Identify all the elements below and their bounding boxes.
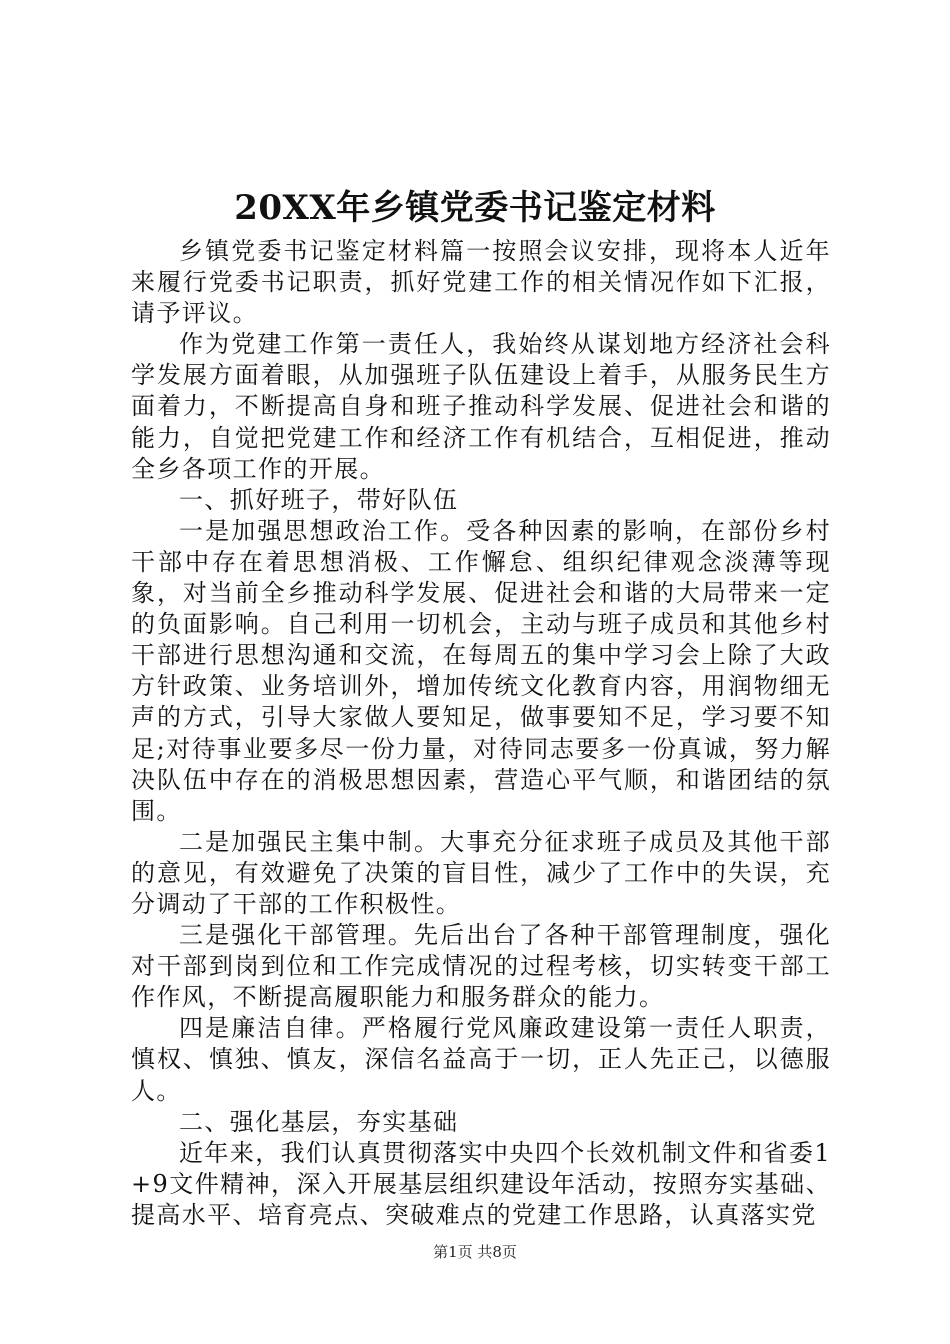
- paragraph-grassroots: 近年来，我们认真贯彻落实中央四个长效机制文件和省委1+9文件精神，深入开展基层组织建设年活动，按照夯实基础、提高水平、培育亮点、突破难点的党建工作思路，认真落实党: [131, 1138, 831, 1229]
- document-title: 20XX年乡镇党委书记鉴定材料: [234, 188, 716, 228]
- document-body: [131, 236, 831, 1231]
- paragraph-responsibility: 作为党建工作第一责任人，我始终从谋划地方经济社会科学发展方面着眼，从加强班子队伍建设上着手，从服务民生方面着力，不断提高自身和班子推动科学发展、促进社会和谐的能力，自觉把党建工作和经济工作有机结合，互相促进，推动全乡各项工作的开展。: [131, 330, 831, 483]
- section-heading-1: 一、抓好班子，带好队伍: [179, 485, 459, 514]
- section-heading-2: 二、强化基层，夯实基础: [179, 1107, 459, 1136]
- page-footer: 第1页 共8页: [433, 1243, 517, 1261]
- paragraph-cadre-management: 三是强化干部管理。先后出台了各种干部管理制度，强化对干部到岗到位和工作完成情况的过程考核，切实转变干部工作作风，不断提高履职能力和服务群众的能力。: [131, 921, 831, 1012]
- paragraph-intro: 乡镇党委书记鉴定材料篇一按照会议安排，现将本人近年来履行党委书记职责，抓好党建工作的相关情况作如下汇报，请予评议。: [131, 237, 831, 328]
- paragraph-integrity: 四是廉洁自律。严格履行党风廉政建设第一责任人职责，慎权、慎独、慎友，深信名益高于一切，正人先正己，以德服人。: [131, 1014, 831, 1105]
- paragraph-democratic-centralism: 二是加强民主集中制。大事充分征求班子成员及其他干部的意见，有效避免了决策的盲目性，减少了工作中的失误，充分调动了干部的工作积极性。: [131, 827, 831, 918]
- paragraph-political-work: 一是加强思想政治工作。受各种因素的影响，在部份乡村干部中存在着思想消极、工作懈怠、组织纪律观念淡薄等现象，对当前全乡推动科学发展、促进社会和谐的大局带来一定的负面影响。自己利用一切机会，主动与班子成员和其他乡村干部进行思想沟通和交流，在每周五的集中学习会上除了大政方针政策、业务培训外，增加传统文化教育内容，用润物细无声的方式，引导大家做人要知足，做事要知不足，学习要不知足;对待事业要多尽一份力量，对待同志要多一份真诚，努力解决队伍中存在的消极思想因素，营造心平气顺，和谐团结的氛围。: [131, 516, 831, 825]
